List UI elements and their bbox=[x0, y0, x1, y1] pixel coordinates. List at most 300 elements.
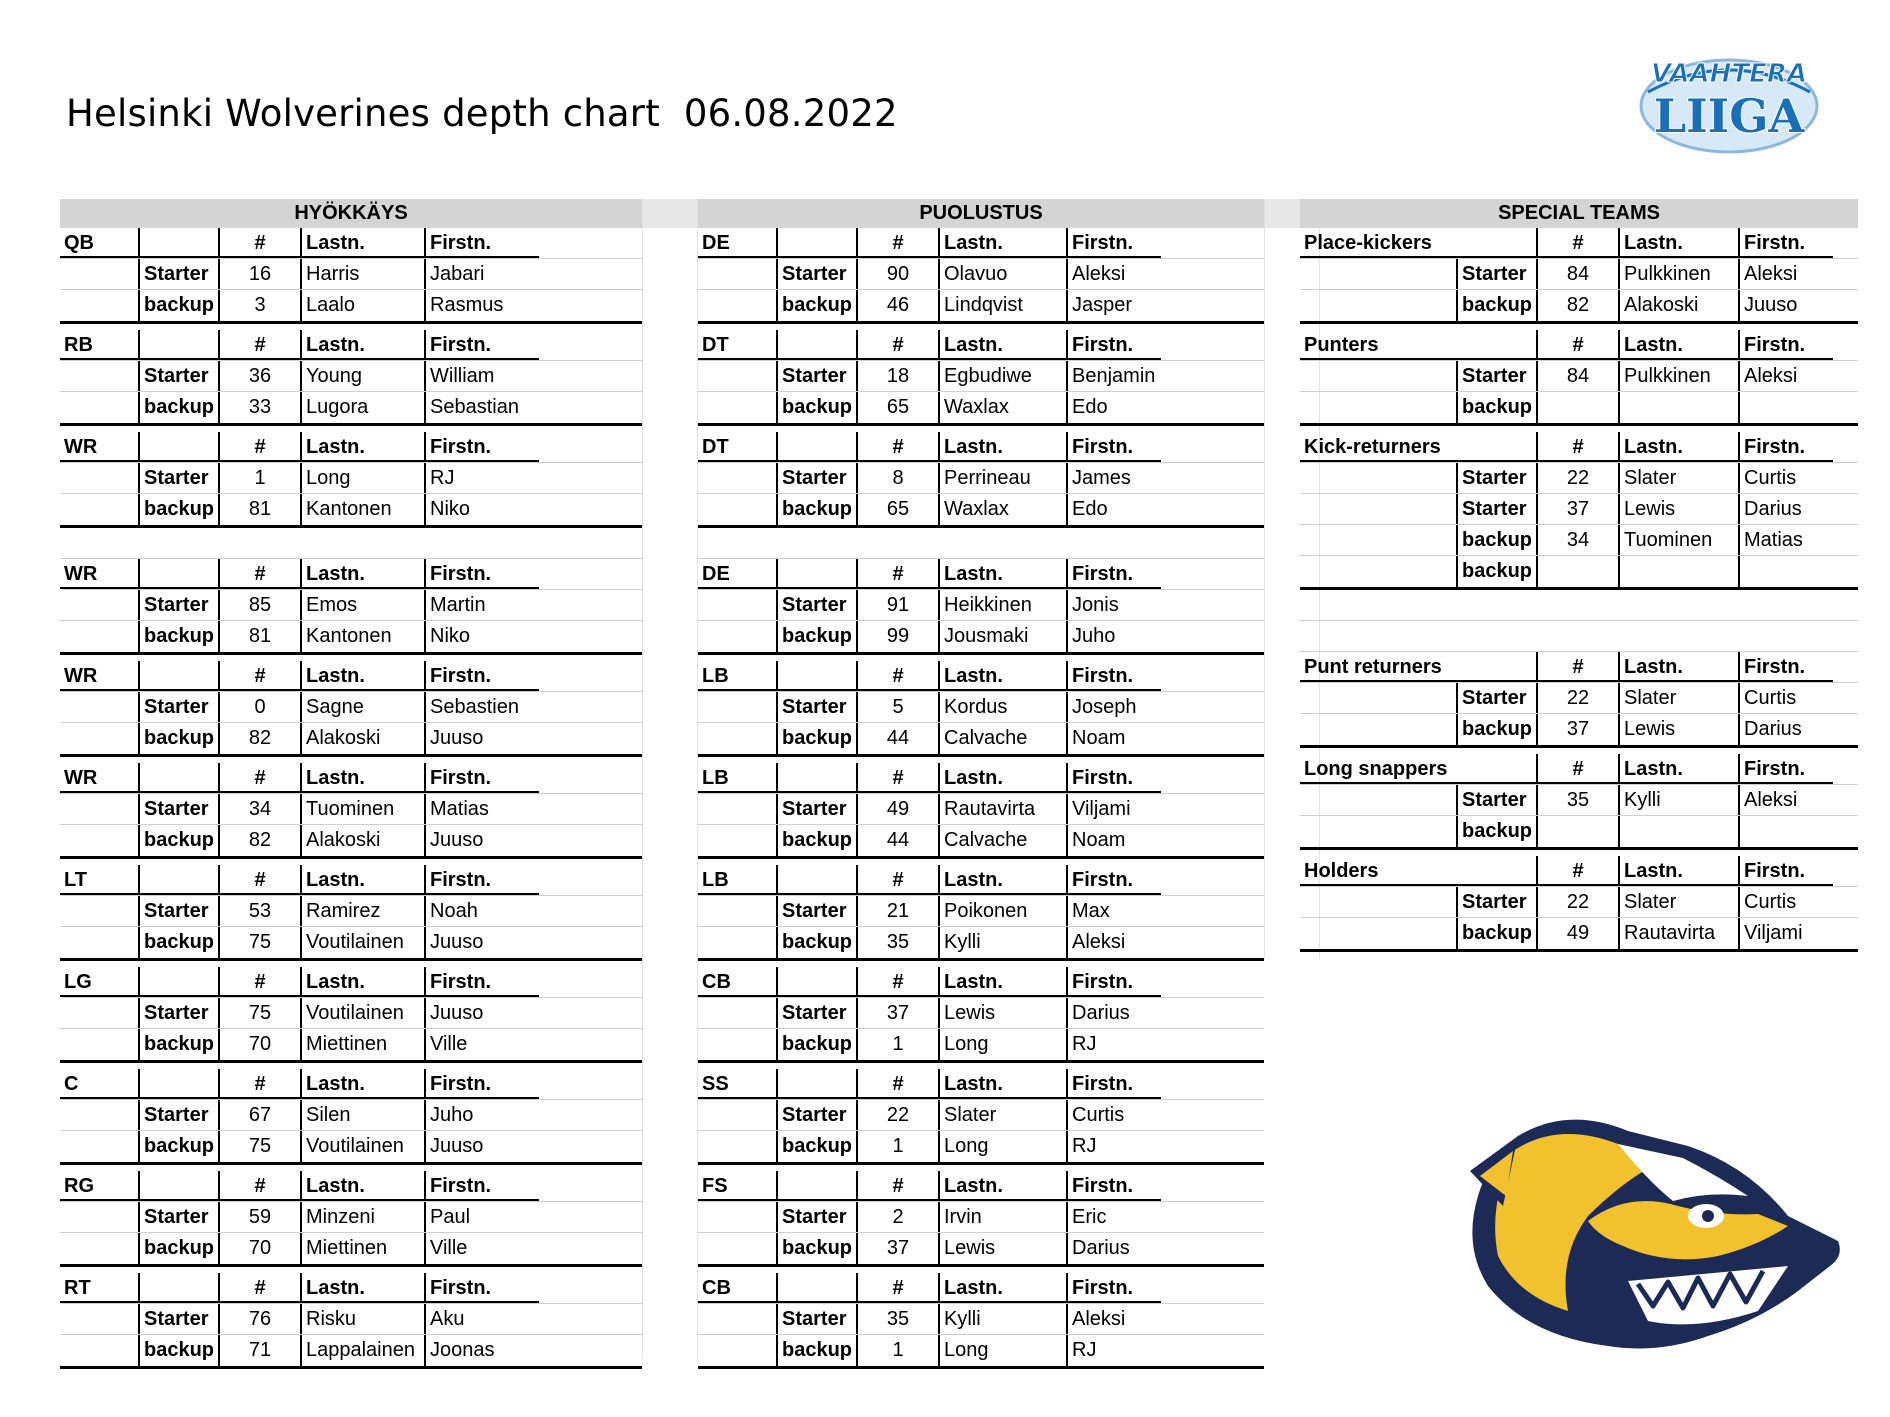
firstname-header: Firstn. bbox=[424, 865, 539, 895]
number-header: # bbox=[856, 1171, 938, 1201]
first-name: Eric bbox=[1066, 1202, 1161, 1232]
first-name: Juuso bbox=[1738, 290, 1833, 321]
position-label: Long snappers bbox=[1300, 754, 1536, 784]
last-name: Pulkkinen bbox=[1618, 259, 1738, 289]
depth-role: Starter bbox=[138, 1202, 218, 1232]
depth-role: backup bbox=[776, 825, 856, 856]
last-name: Sagne bbox=[300, 692, 424, 722]
empty-cell bbox=[698, 1100, 776, 1130]
depth-role: backup bbox=[776, 290, 856, 321]
last-name: Heikkinen bbox=[938, 590, 1066, 620]
first-name: Benjamin bbox=[1066, 361, 1161, 391]
jersey-number: 37 bbox=[1536, 714, 1618, 745]
position-label: Kick-returners bbox=[1300, 432, 1536, 462]
empty-cell bbox=[138, 1273, 218, 1303]
last-name: Lindqvist bbox=[938, 290, 1066, 321]
last-name: Emos bbox=[300, 590, 424, 620]
firstname-header: Firstn. bbox=[1066, 1273, 1161, 1303]
depth-role: backup bbox=[776, 1233, 856, 1264]
position-label: SS bbox=[698, 1069, 776, 1099]
depth-role: Starter bbox=[776, 794, 856, 824]
position-header-row bbox=[60, 559, 642, 590]
number-header: # bbox=[218, 559, 300, 589]
player-row bbox=[60, 1131, 642, 1162]
jersey-number: 1 bbox=[218, 463, 300, 493]
position-header-row bbox=[1300, 432, 1858, 463]
empty-cell bbox=[138, 763, 218, 793]
depth-role: Starter bbox=[138, 590, 218, 620]
first-name: Matias bbox=[1738, 525, 1833, 555]
first-name: Noam bbox=[1066, 825, 1161, 856]
empty-cell bbox=[60, 896, 138, 926]
lastname-header: Lastn. bbox=[1618, 652, 1738, 682]
last-name: Lewis bbox=[938, 998, 1066, 1028]
first-name: Juuso bbox=[424, 998, 539, 1028]
jersey-number: 34 bbox=[1536, 525, 1618, 555]
empty-cell bbox=[698, 1233, 776, 1264]
last-name: Irvin bbox=[938, 1202, 1066, 1232]
empty-cell bbox=[698, 1131, 776, 1162]
empty-cell bbox=[698, 896, 776, 926]
position-header-row bbox=[60, 1273, 642, 1304]
jersey-number: 75 bbox=[218, 998, 300, 1028]
first-name: Noah bbox=[424, 896, 539, 926]
depth-role: Starter bbox=[138, 1100, 218, 1130]
firstname-header: Firstn. bbox=[424, 1171, 539, 1201]
depth-role: Starter bbox=[776, 692, 856, 722]
firstname-header: Firstn. bbox=[1066, 967, 1161, 997]
lastname-header: Lastn. bbox=[1618, 432, 1738, 462]
position-header-row bbox=[60, 1171, 642, 1202]
first-name: RJ bbox=[1066, 1029, 1161, 1060]
first-name: Edo bbox=[1066, 494, 1161, 525]
empty-cell bbox=[776, 559, 856, 589]
position-block bbox=[60, 432, 642, 528]
empty-cell bbox=[60, 1233, 138, 1264]
last-name: Egbudiwe bbox=[938, 361, 1066, 391]
jersey-number: 3 bbox=[218, 290, 300, 321]
section-heading: SPECIAL TEAMS bbox=[1300, 199, 1858, 228]
player-row bbox=[698, 463, 1264, 494]
position-header-row bbox=[698, 967, 1264, 998]
first-name bbox=[1738, 556, 1833, 587]
first-name: Darius bbox=[1066, 1233, 1161, 1264]
empty-cell bbox=[1300, 816, 1456, 847]
position-block bbox=[60, 763, 642, 859]
firstname-header: Firstn. bbox=[424, 661, 539, 691]
position-block bbox=[60, 559, 642, 655]
lastname-header: Lastn. bbox=[938, 1069, 1066, 1099]
empty-cell bbox=[698, 290, 776, 321]
player-row bbox=[698, 1304, 1264, 1335]
depth-role: Starter bbox=[776, 1100, 856, 1130]
position-block bbox=[698, 228, 1264, 324]
depth-role: Starter bbox=[138, 361, 218, 391]
position-label: Place-kickers bbox=[1300, 228, 1536, 258]
empty-cell bbox=[776, 228, 856, 258]
last-name: Lewis bbox=[1618, 714, 1738, 745]
player-row bbox=[60, 1029, 642, 1060]
depth-role: Starter bbox=[776, 1304, 856, 1334]
player-row bbox=[698, 1029, 1264, 1060]
position-header-row bbox=[60, 661, 642, 692]
position-block bbox=[698, 330, 1264, 426]
player-row bbox=[698, 1100, 1264, 1131]
position-label: DT bbox=[698, 330, 776, 360]
player-row bbox=[698, 1233, 1264, 1264]
empty-cell bbox=[1300, 556, 1456, 587]
jersey-number: 5 bbox=[856, 692, 938, 722]
player-row bbox=[698, 692, 1264, 723]
depth-role: backup bbox=[138, 1335, 218, 1366]
first-name: Matias bbox=[424, 794, 539, 824]
special-teams-column bbox=[1300, 199, 1858, 958]
empty-cell bbox=[138, 1069, 218, 1099]
jersey-number: 35 bbox=[1536, 785, 1618, 815]
position-header-row bbox=[698, 661, 1264, 692]
player-row bbox=[1300, 918, 1858, 949]
depth-role: Starter bbox=[776, 463, 856, 493]
player-row bbox=[60, 361, 642, 392]
block-spacer bbox=[1300, 952, 1858, 958]
last-name: Slater bbox=[1618, 683, 1738, 713]
jersey-number: 81 bbox=[218, 494, 300, 525]
player-row bbox=[1300, 683, 1858, 714]
empty-cell bbox=[60, 723, 138, 754]
position-block bbox=[60, 865, 642, 961]
empty-cell bbox=[698, 621, 776, 652]
empty-cell bbox=[698, 590, 776, 620]
jersey-number: 36 bbox=[218, 361, 300, 391]
jersey-number: 37 bbox=[856, 1233, 938, 1264]
svg-text:VAAHTERA: VAAHTERA bbox=[1651, 59, 1807, 89]
position-block bbox=[60, 330, 642, 426]
last-name: Alakoski bbox=[300, 825, 424, 856]
last-name: Jousmaki bbox=[938, 621, 1066, 652]
last-name: Miettinen bbox=[300, 1233, 424, 1264]
wolverine-mascot-logo bbox=[1458, 1106, 1848, 1361]
lastname-header: Lastn. bbox=[1618, 330, 1738, 360]
last-name: Kantonen bbox=[300, 621, 424, 652]
player-row bbox=[60, 392, 642, 423]
depth-role: Starter bbox=[776, 896, 856, 926]
player-row bbox=[1300, 785, 1858, 816]
depth-role: backup bbox=[138, 290, 218, 321]
depth-role: backup bbox=[1456, 525, 1536, 555]
firstname-header: Firstn. bbox=[1066, 228, 1161, 258]
last-name: Voutilainen bbox=[300, 927, 424, 958]
empty-cell bbox=[698, 998, 776, 1028]
number-header: # bbox=[218, 330, 300, 360]
empty-cell bbox=[60, 290, 138, 321]
jersey-number: 85 bbox=[218, 590, 300, 620]
firstname-header: Firstn. bbox=[424, 763, 539, 793]
depth-role: backup bbox=[1456, 392, 1536, 423]
position-label: WR bbox=[60, 661, 138, 691]
empty-cell bbox=[138, 967, 218, 997]
lastname-header: Lastn. bbox=[300, 967, 424, 997]
empty-cell bbox=[776, 967, 856, 997]
player-row bbox=[60, 723, 642, 754]
empty-cell bbox=[698, 692, 776, 722]
player-row bbox=[1300, 494, 1858, 525]
last-name: Waxlax bbox=[938, 392, 1066, 423]
position-block bbox=[698, 432, 1264, 528]
empty-cell bbox=[1300, 494, 1456, 524]
position-header-row bbox=[60, 432, 642, 463]
player-row bbox=[1300, 290, 1858, 321]
block-spacer bbox=[698, 1369, 1264, 1375]
empty-cell bbox=[60, 1202, 138, 1232]
first-name: Niko bbox=[424, 494, 539, 525]
empty-cell bbox=[1300, 290, 1456, 321]
depth-role: Starter bbox=[138, 692, 218, 722]
first-name: Aleksi bbox=[1066, 1304, 1161, 1334]
depth-role: Starter bbox=[1456, 785, 1536, 815]
first-name: Juuso bbox=[424, 723, 539, 754]
depth-role: Starter bbox=[776, 998, 856, 1028]
position-header-row bbox=[698, 330, 1264, 361]
lastname-header: Lastn. bbox=[300, 330, 424, 360]
depth-role: backup bbox=[776, 494, 856, 525]
empty-cell bbox=[1300, 259, 1456, 289]
first-name bbox=[1738, 392, 1833, 423]
firstname-header: Firstn. bbox=[1066, 763, 1161, 793]
player-row bbox=[60, 621, 642, 652]
player-row bbox=[1300, 392, 1858, 423]
empty-cell bbox=[60, 1029, 138, 1060]
firstname-header: Firstn. bbox=[424, 1273, 539, 1303]
depth-role: Starter bbox=[138, 794, 218, 824]
last-name: Poikonen bbox=[938, 896, 1066, 926]
first-name: James bbox=[1066, 463, 1161, 493]
position-label: RG bbox=[60, 1171, 138, 1201]
empty-cell bbox=[776, 1069, 856, 1099]
lastname-header: Lastn. bbox=[300, 1273, 424, 1303]
player-row bbox=[1300, 259, 1858, 290]
position-label: LB bbox=[698, 763, 776, 793]
position-block bbox=[60, 228, 642, 324]
last-name: Lewis bbox=[1618, 494, 1738, 524]
position-header-row bbox=[698, 228, 1264, 259]
first-name: Darius bbox=[1738, 714, 1833, 745]
number-header: # bbox=[856, 330, 938, 360]
position-label: LG bbox=[60, 967, 138, 997]
depth-role: backup bbox=[138, 825, 218, 856]
empty-cell bbox=[698, 927, 776, 958]
empty-cell bbox=[776, 330, 856, 360]
player-row bbox=[60, 927, 642, 958]
jersey-number: 35 bbox=[856, 1304, 938, 1334]
player-row bbox=[698, 1131, 1264, 1162]
position-label: WR bbox=[60, 763, 138, 793]
depth-role: backup bbox=[776, 392, 856, 423]
jersey-number: 37 bbox=[856, 998, 938, 1028]
empty-cell bbox=[60, 927, 138, 958]
depth-role: backup bbox=[1456, 290, 1536, 321]
first-name: Aleksi bbox=[1738, 259, 1833, 289]
lastname-header: Lastn. bbox=[300, 228, 424, 258]
jersey-number: 65 bbox=[856, 494, 938, 525]
last-name bbox=[1618, 816, 1738, 847]
jersey-number: 37 bbox=[1536, 494, 1618, 524]
jersey-number: 22 bbox=[1536, 683, 1618, 713]
last-name: Laalo bbox=[300, 290, 424, 321]
lastname-header: Lastn. bbox=[938, 967, 1066, 997]
player-row bbox=[698, 794, 1264, 825]
last-name: Perrineau bbox=[938, 463, 1066, 493]
lastname-header: Lastn. bbox=[300, 559, 424, 589]
first-name: Aleksi bbox=[1738, 361, 1833, 391]
first-name: Ville bbox=[424, 1029, 539, 1060]
jersey-number: 76 bbox=[218, 1304, 300, 1334]
player-row bbox=[1300, 816, 1858, 847]
empty-cell bbox=[698, 494, 776, 525]
position-block bbox=[60, 661, 642, 757]
jersey-number bbox=[1536, 816, 1618, 847]
last-name: Voutilainen bbox=[300, 1131, 424, 1162]
last-name: Alakoski bbox=[300, 723, 424, 754]
position-block bbox=[1300, 330, 1858, 426]
player-row bbox=[698, 825, 1264, 856]
last-name: Miettinen bbox=[300, 1029, 424, 1060]
number-header: # bbox=[1536, 432, 1618, 462]
position-block bbox=[60, 1273, 642, 1369]
lastname-header: Lastn. bbox=[938, 432, 1066, 462]
depth-role: backup bbox=[1456, 918, 1536, 949]
lastname-header: Lastn. bbox=[938, 228, 1066, 258]
number-header: # bbox=[218, 1273, 300, 1303]
last-name: Kylli bbox=[1618, 785, 1738, 815]
firstname-header: Firstn. bbox=[424, 967, 539, 997]
first-name: RJ bbox=[1066, 1335, 1161, 1366]
depth-role: backup bbox=[776, 1131, 856, 1162]
number-header: # bbox=[218, 661, 300, 691]
empty-cell bbox=[60, 1100, 138, 1130]
empty-cell bbox=[698, 1335, 776, 1366]
position-block bbox=[698, 763, 1264, 859]
empty-cell bbox=[1300, 392, 1456, 423]
depth-role: Starter bbox=[1456, 463, 1536, 493]
depth-role: Starter bbox=[1456, 494, 1536, 524]
position-header-row bbox=[698, 1069, 1264, 1100]
last-name: Long bbox=[300, 463, 424, 493]
page-title: Helsinki Wolverines depth chart 06.08.2022 bbox=[66, 92, 898, 135]
first-name: Viljami bbox=[1738, 918, 1833, 949]
player-row bbox=[698, 896, 1264, 927]
number-header: # bbox=[856, 1273, 938, 1303]
number-header: # bbox=[1536, 856, 1618, 886]
empty-cell bbox=[60, 259, 138, 289]
jersey-number: 71 bbox=[218, 1335, 300, 1366]
depth-role: Starter bbox=[138, 1304, 218, 1334]
position-label: Holders bbox=[1300, 856, 1536, 886]
first-name: Curtis bbox=[1738, 463, 1833, 493]
lastname-header: Lastn. bbox=[1618, 228, 1738, 258]
firstname-header: Firstn. bbox=[424, 432, 539, 462]
last-name: Tuominen bbox=[300, 794, 424, 824]
number-header: # bbox=[856, 228, 938, 258]
first-name bbox=[1738, 816, 1833, 847]
depth-role: Starter bbox=[1456, 259, 1536, 289]
last-name: Slater bbox=[1618, 463, 1738, 493]
empty-cell bbox=[138, 661, 218, 691]
firstname-header: Firstn. bbox=[1066, 1171, 1161, 1201]
depth-role: Starter bbox=[776, 1202, 856, 1232]
empty-cell bbox=[138, 432, 218, 462]
depth-role: backup bbox=[1456, 556, 1536, 587]
empty-cell bbox=[60, 1335, 138, 1366]
lastname-header: Lastn. bbox=[938, 330, 1066, 360]
jersey-number: 49 bbox=[1536, 918, 1618, 949]
lastname-header: Lastn. bbox=[300, 865, 424, 895]
column-separator bbox=[642, 199, 698, 1359]
depth-role: backup bbox=[138, 723, 218, 754]
lastname-header: Lastn. bbox=[300, 763, 424, 793]
last-name: Silen bbox=[300, 1100, 424, 1130]
last-name: Pulkkinen bbox=[1618, 361, 1738, 391]
firstname-header: Firstn. bbox=[1066, 330, 1161, 360]
jersey-number: 22 bbox=[856, 1100, 938, 1130]
depth-role: backup bbox=[776, 927, 856, 958]
position-block bbox=[1300, 754, 1858, 850]
first-name: Paul bbox=[424, 1202, 539, 1232]
empty-cell bbox=[698, 361, 776, 391]
number-header: # bbox=[856, 763, 938, 793]
lastname-header: Lastn. bbox=[300, 661, 424, 691]
jersey-number: 22 bbox=[1536, 463, 1618, 493]
firstname-header: Firstn. bbox=[1066, 1069, 1161, 1099]
first-name: Joseph bbox=[1066, 692, 1161, 722]
position-header-row bbox=[1300, 228, 1858, 259]
depth-role: Starter bbox=[138, 896, 218, 926]
position-header-row bbox=[60, 865, 642, 896]
empty-cell bbox=[698, 259, 776, 289]
player-row bbox=[60, 259, 642, 290]
lastname-header: Lastn. bbox=[938, 865, 1066, 895]
player-row bbox=[698, 621, 1264, 652]
player-row bbox=[698, 723, 1264, 754]
section-heading: PUOLUSTUS bbox=[698, 199, 1264, 228]
position-label: Punt returners bbox=[1300, 652, 1536, 682]
firstname-header: Firstn. bbox=[1738, 652, 1833, 682]
depth-role: backup bbox=[776, 723, 856, 754]
player-row bbox=[60, 825, 642, 856]
empty-cell bbox=[698, 1304, 776, 1334]
player-row bbox=[1300, 887, 1858, 918]
first-name: Martin bbox=[424, 590, 539, 620]
empty-cell bbox=[776, 1171, 856, 1201]
first-name: Aleksi bbox=[1066, 259, 1161, 289]
first-name: Viljami bbox=[1066, 794, 1161, 824]
last-name: Risku bbox=[300, 1304, 424, 1334]
first-name: William bbox=[424, 361, 539, 391]
player-row bbox=[698, 590, 1264, 621]
depth-role: Starter bbox=[138, 998, 218, 1028]
position-block bbox=[60, 1069, 642, 1165]
first-name: Joonas bbox=[424, 1335, 539, 1366]
depth-role: Starter bbox=[776, 361, 856, 391]
last-name bbox=[1618, 556, 1738, 587]
position-block bbox=[1300, 856, 1858, 952]
position-block bbox=[1300, 228, 1858, 324]
firstname-header: Firstn. bbox=[1738, 754, 1833, 784]
jersey-number: 33 bbox=[218, 392, 300, 423]
svg-text:LIIGA: LIIGA bbox=[1653, 89, 1805, 143]
position-label: CB bbox=[698, 967, 776, 997]
position-header-row bbox=[1300, 652, 1858, 683]
first-name: Juuso bbox=[424, 825, 539, 856]
